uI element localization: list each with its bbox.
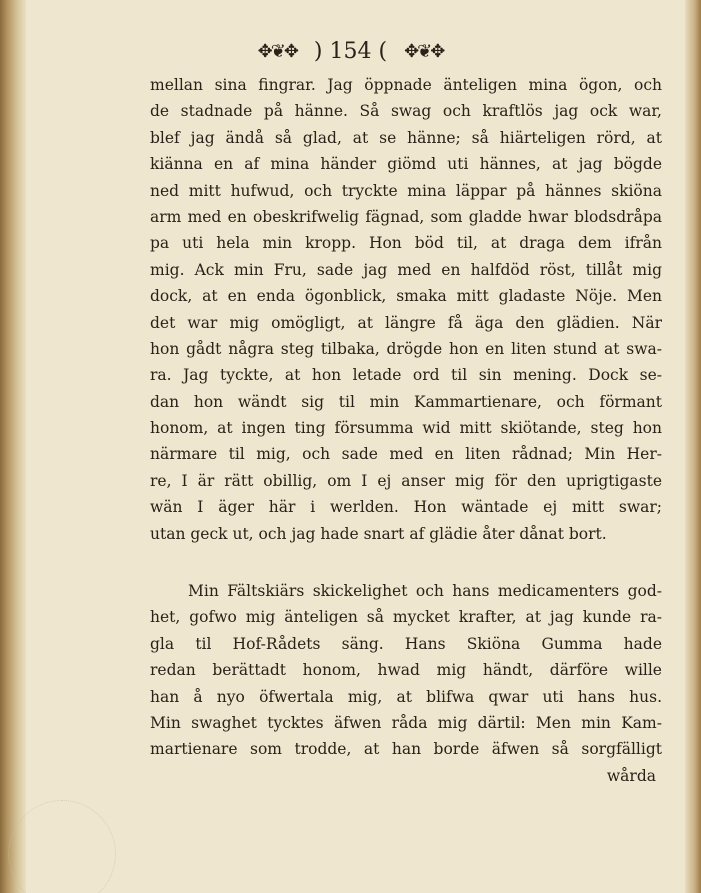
paragraph-2: [150, 578, 662, 789]
text-line: hon gådt några steg tilbaka, drögde hon en liten stund at swa-: [150, 339, 662, 358]
text-line: arm med en obeskrifwelig fägnad, som gladde hwar blodsdråpa: [150, 207, 662, 226]
text-line: wän I äger här i werlden. Hon wäntade ej mitt swar;: [150, 498, 662, 517]
book-spine: [0, 0, 26, 893]
text-line: het, gofwo mig änteligen så mycket krafter, at jag kunde ra-: [150, 608, 662, 627]
text-line: ned mitt hufwud, och tryckte mina läppar på hännes skiöna: [150, 181, 662, 200]
text-line: Min Fältskiärs skickelighet och hans medicamenters god-: [188, 582, 662, 600]
text-line: pa uti hela min kropp. Hon böd til, at draga dem ifrån: [150, 234, 662, 253]
library-stamp-shadow: [8, 800, 116, 893]
text-line: de stadnade på hänne. Så swag och kraftlös jag ock war,: [150, 102, 662, 121]
text-line: närmare til mig, och sade med en liten rådnad; Min Her-: [150, 445, 662, 464]
text-line: blef jag ändå så glad, at se hänne; så hiärteligen rörd, at: [150, 128, 662, 147]
text-line: han å nyo öfwertala mig, at blifwa qwar uti hans hus.: [150, 687, 662, 706]
catchword: wårda: [606, 766, 656, 785]
text-line: Min swaghet tycktes äfwen råda mig därtil: Men min Kam-: [150, 713, 662, 732]
text-line: martienare som trodde, at han borde äfwen så sorgfälligt: [150, 740, 662, 759]
page-edge: [685, 0, 701, 893]
text-line: gla til Hof-Rådets säng. Hans Skiöna Gumma hade: [150, 634, 662, 653]
ornament-right-icon: ✥❦✥: [404, 40, 444, 62]
ornament-left-icon: ✥❦✥: [257, 40, 297, 62]
text-line: re, I är rätt obillig, om I ej anser mig för den uprigtigaste: [150, 471, 662, 490]
text-line: mig. Ack min Fru, sade jag med en halfdöd röst, tillåt mig: [150, 260, 662, 279]
text-line: mellan sina fingrar. Jag öppnade änteligen mina ögon, och: [150, 76, 662, 94]
paragraph-1: [150, 72, 662, 547]
text-line: dock, at en enda ögonblick, smaka mitt gladaste Nöje. Men: [150, 287, 662, 306]
text-line: utan geck ut, och jag hade snart af glädie åter dånat bort.: [150, 524, 607, 543]
text-line: dan hon wändt sig til min Kammartienare, och förmant: [150, 392, 662, 411]
page-number: ) 154 (: [313, 38, 388, 64]
text-line: kiänna en af mina händer giömd uti hännes, at jag bögde: [150, 155, 662, 174]
text-line: det war mig omögligt, at längre få äga den glädien. När: [150, 313, 662, 332]
text-line: redan berättadt honom, hwad mig händt, därföre wille: [150, 661, 662, 680]
text-line: ra. Jag tyckte, at hon letade ord til sin mening. Dock se-: [150, 366, 662, 385]
page-header: [0, 38, 701, 64]
text-line: honom, at ingen ting försumma wid mitt skiötande, steg hon: [150, 419, 662, 438]
